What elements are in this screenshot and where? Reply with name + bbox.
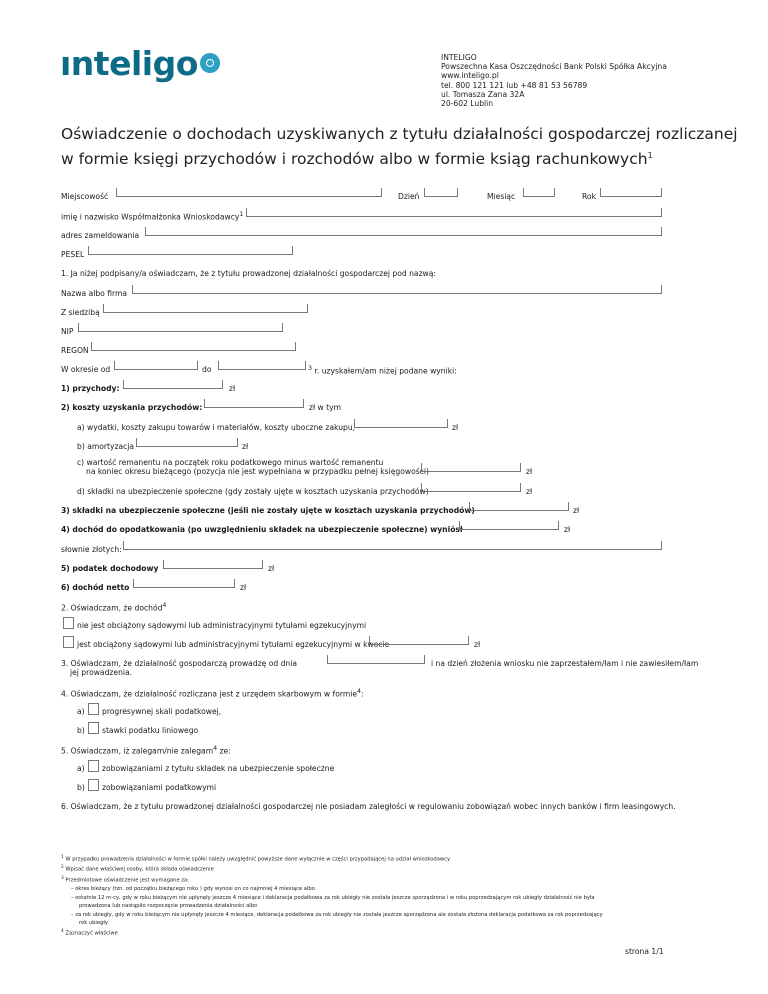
okres-footnote-ref: 3 — [308, 365, 313, 372]
section4-heading: 4. Oświadczam, że działalność rozliczana jest z urzędem skarbowym w formie$^4$: — [61, 688, 364, 699]
miesiac-label: Miesiąc — [487, 192, 516, 201]
progresywna-label: progresywnej skali podatkowej, — [102, 707, 222, 716]
nieobciazony-label: nie jest obciążony sądowymi lub administracyjnymi tytułami egzekucyjnymi — [77, 621, 367, 630]
regon-field[interactable] — [91, 342, 296, 351]
podatek-currency: zł — [268, 564, 275, 573]
bank-www: www.inteligo.pl — [441, 71, 499, 81]
amortyzacja-label: b) amortyzacja — [77, 442, 135, 451]
footnotes — [61, 854, 603, 938]
remanent-currency: zł — [526, 467, 533, 476]
zus-letter: a) — [77, 764, 85, 773]
zus-checkbox[interactable] — [88, 760, 99, 772]
miejscowosc-field[interactable] — [116, 188, 382, 197]
bank-full-name: Powszechna Kasa Oszczędności Bank Polski Spółka Akcyjna — [441, 62, 667, 72]
section5-footnote-ref: 4 — [213, 745, 218, 752]
amortyzacja-field[interactable] — [136, 438, 238, 447]
koszty-currency: zł w tym — [309, 403, 342, 412]
dochod-label: 4) dochód do opodatkowania (po uwzględnieniu składek na ubezpieczenie społeczne) wyniósł — [61, 525, 463, 534]
page-number: strona 1/1 — [625, 947, 664, 956]
bank-address — [441, 53, 667, 108]
section2-heading-text: 2. Oświadczam, że dochód — [61, 603, 163, 613]
koszty-a-currency: zł — [452, 423, 459, 432]
koszty-field[interactable] — [204, 399, 304, 408]
section5-heading-tail: ze: — [219, 746, 231, 756]
footnote-3a: – okres bieżący (tzn. od początku bieżącego roku ) gdy wynosi on co najmniej 4 miesiące albo — [71, 885, 315, 892]
pesel-label: PESEL — [61, 250, 85, 259]
skladki-label: 3) składki na ubezpieczenie społeczne (jeśli nie zostały ujęte w kosztach uzyskania przychodów) — [61, 506, 475, 515]
nazwa-field[interactable] — [132, 285, 662, 294]
okres-do-field[interactable] — [218, 361, 306, 370]
dochod-currency: zł — [564, 525, 571, 534]
footnote-1: W przypadku prowadzenia działalności w formie spółki należy uwzględnić powyższe dane wyłącznie w części przypadającej na udział wnioskodawcy — [65, 856, 451, 863]
dzien-label: Dzień — [398, 192, 420, 201]
podatkowe-checkbox[interactable] — [88, 779, 99, 791]
section3-text-3: jej prowadzenia. — [70, 668, 133, 677]
dochod-field[interactable] — [459, 521, 559, 530]
obciazony-label: jest obciążony sądowymi lub administracyjnymi tytułami egzekucyjnymi w kwocie — [77, 640, 390, 649]
bank-name: INTELIGO — [441, 53, 477, 62]
footnote-4: Zaznaczyć właściwe — [65, 930, 118, 937]
slownie-field[interactable] — [123, 541, 662, 550]
siedziba-field[interactable] — [103, 304, 308, 313]
remanent-field[interactable] — [421, 463, 521, 472]
skladki-d-label: d) składki na ubezpieczenie społeczne (gdy zostały ujęte w kosztach uzyskania przychodów) — [77, 487, 429, 496]
page-title — [61, 124, 738, 170]
dochod-netto-currency: zł — [240, 583, 247, 592]
section2-footnote-ref: 4 — [162, 602, 167, 609]
footnote-3-num: 3 — [61, 875, 64, 881]
section5-heading-text: 5. Oświadczam, iż zalegam/nie zalegam — [61, 746, 214, 756]
section4-heading-text: 4. Oświadczam, że działalność rozliczana jest z urzędem skarbowym w formie — [61, 689, 358, 699]
pesel-field[interactable] — [88, 246, 293, 255]
imie-label-text: imię i nazwisko Współmałżonka Wnioskodawcy — [61, 212, 240, 222]
remanent-label-2: na koniec okresu bieżącego (pozycja nie jest wypełniana w przypadku pełnej księgowości) — [86, 467, 429, 476]
footnote-3b-line2: prowadzona lub nastąpiło rozpoczęcie prowadzenia działalności albo — [79, 903, 258, 910]
inteligo-logo — [60, 44, 220, 83]
section1-heading: 1. Ja niżej podpisany/a oświadczam, że z tytułu prowadzonej działalności gospodarczej pod nazwą: — [61, 269, 436, 278]
skladki-currency: zł — [573, 506, 580, 515]
liniowy-label: stawki podatku liniowego — [102, 726, 199, 735]
footnote-2: Wpisać dane właściwej osoby, która składa oświadczenie — [65, 867, 214, 874]
skladki-d-field[interactable] — [421, 483, 521, 492]
nip-label: NIP — [61, 327, 74, 336]
section3-text: 3. Oświadczam, że działalność gospodarczą prowadzę od dnia — [61, 659, 297, 668]
podatkowe-label: zobowiązaniami podatkowymi — [102, 783, 217, 792]
bank-street: ul. Tomasza Zana 32A — [441, 89, 525, 99]
nazwa-label: Nazwa albo firma — [61, 289, 128, 298]
section5-heading — [61, 745, 231, 756]
nieobciazony-checkbox[interactable] — [63, 617, 74, 629]
regon-label: REGON — [61, 346, 89, 355]
koszty-label: 2) koszty uzyskania przychodów: — [61, 403, 203, 412]
obciazony-checkbox[interactable] — [63, 636, 74, 648]
okres-od-field[interactable] — [114, 361, 198, 370]
okres-suffix-text: r. uzyskałem/am niżej podane wyniki: — [314, 366, 457, 376]
dochod-netto-label: 6) dochód netto — [61, 583, 130, 592]
footnote-1-num: 1 — [61, 855, 64, 860]
przychody-label: 1) przychody: — [61, 384, 120, 393]
okres-od-label: W okresie od — [61, 365, 111, 374]
progresywna-checkbox[interactable] — [88, 703, 99, 715]
amortyzacja-currency: zł — [242, 442, 249, 451]
koszty-a-field[interactable] — [354, 419, 448, 428]
imie-field[interactable] — [246, 208, 662, 217]
przychody-currency: zł — [229, 384, 236, 393]
remanent-label-1: c) wartość remanentu na początek roku podatkowego minus wartość remanentu — [77, 458, 384, 467]
section6-text: 6. Oświadczam, że z tytułu prowadzonej działalności gospodarczej nie posiadam zaległości w regulowaniu zobowiązań wobec innych banków i firm leasingowych. — [61, 802, 676, 811]
miesiac-field[interactable] — [523, 188, 555, 197]
miejscowosc-label: Miejscowość — [61, 192, 109, 201]
footnote-4-num: 4 — [61, 928, 64, 934]
progresywna-letter: a) — [77, 707, 85, 716]
obciazony-kwota-field[interactable] — [369, 636, 469, 645]
skladki-field[interactable] — [469, 502, 569, 511]
zus-label: zobowiązaniami z tytułu składek na ubezpieczenie społeczne — [102, 764, 335, 773]
dochod-netto-field[interactable] — [133, 579, 235, 588]
footnote-3b-line1: – ostatnie 12 m-cy, gdy w roku bieżącym nie upłynęły jeszcze 4 miesiące i deklaracja podatkowa za rok ubiegły nie została jeszcze sporządzona i w roku poprzedzającym rok ubiegły działalność nie była — [71, 894, 595, 901]
title-line2: w formie księgi przychodów i rozchodów albo w formie ksiąg rachunkowych — [61, 150, 648, 169]
liniowy-checkbox[interactable] — [88, 722, 99, 734]
imie-footnote-ref: 1 — [239, 211, 244, 218]
okres-do-label: do — [202, 365, 212, 374]
footnote-3: Przedmiotowe oświadczenie jest wymagane za: — [65, 877, 189, 884]
adres-label: adres zameldowania — [61, 231, 140, 240]
bank-tel: tel. 800 121 121 lub +48 81 53 56789 — [441, 80, 588, 90]
title-footnote-ref: 1 — [647, 151, 653, 160]
siedziba-label: Z siedzibą — [61, 308, 100, 317]
bank-city: 20-602 Lublin — [441, 99, 494, 109]
title-line1: Oświadczenie o dochodach uzyskiwanych z tytułu działalności gospodarczej rozliczanej — [61, 125, 738, 143]
przychody-field[interactable] — [123, 380, 223, 389]
data-rozpoczecia-field[interactable] — [327, 655, 425, 664]
rok-label: Rok — [582, 192, 596, 201]
nip-field[interactable] — [78, 323, 283, 332]
koszty-a-label: a) wydatki, koszty zakupu towarów i materiałów, koszty uboczne zakupu, — [77, 423, 356, 432]
imie-label — [61, 211, 243, 222]
footnote-2-num: 2 — [61, 865, 64, 871]
footnote-3c-line2: rok ubiegły — [79, 920, 108, 927]
skladki-d-currency: zł — [526, 487, 533, 496]
podatek-label: 5) podatek dochodowy — [61, 564, 159, 573]
rok-field[interactable] — [600, 188, 662, 197]
okres-suffix — [308, 365, 457, 376]
obciazony-currency: zł — [474, 640, 481, 649]
logo-mark-icon — [200, 53, 220, 73]
dzien-field[interactable] — [424, 188, 458, 197]
section4-footnote-ref: 4 — [357, 688, 362, 695]
liniowy-letter: b) — [77, 726, 85, 735]
section3-text-2: i na dzień złożenia wniosku nie zaprzestałem/łam i nie zawiesiłem/łam — [431, 659, 699, 668]
adres-field[interactable] — [145, 227, 662, 236]
section2-heading — [61, 602, 166, 613]
podatek-field[interactable] — [163, 560, 263, 569]
logo-text: ınteligo — [60, 44, 198, 83]
podatkowe-letter: b) — [77, 783, 85, 792]
slownie-label: słownie złotych: — [61, 545, 122, 554]
footnote-3c-line1: – za rok ubiegły, gdy w roku bieżącym nie upłynęły jeszcze 4 miesiące, deklaracja podatkowa za rok ubiegły nie została jeszcze sporządzona ale została złożona deklaracja podatkowa za rok poprzedzający — [71, 911, 603, 918]
